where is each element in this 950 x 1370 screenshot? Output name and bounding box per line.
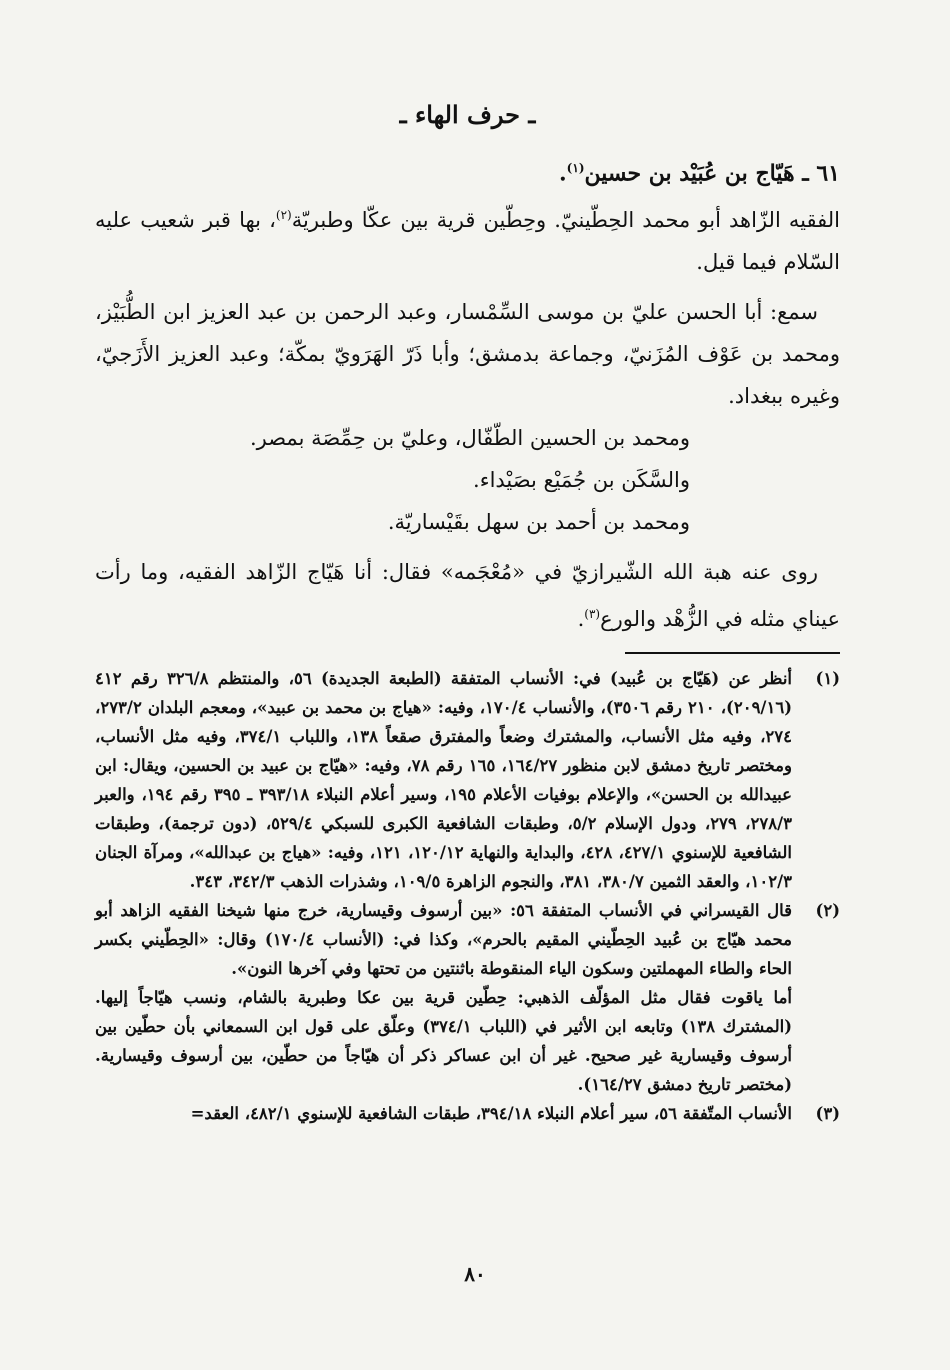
narrated-end: .: [577, 607, 585, 632]
footnote-body: [95, 1099, 792, 1128]
entry-description: [95, 194, 840, 283]
entry-title-text: ٦١ ـ هَيّاج بن عُبَيْد بن حسين: [584, 160, 840, 187]
footnote-divider: [625, 652, 840, 654]
footnote-number: (٢): [815, 901, 840, 921]
heard-in-saida: والسَّكَن بن جُمَيْع بصَيْداء.: [473, 468, 690, 493]
page-number: ٨٠: [464, 1262, 486, 1286]
description-part-a: الفقيه الزّاهد أبو محمد الحِطّينيّ. وحِطّين قرية بين عكّا وطبريّة: [291, 208, 840, 233]
description-part-b: ، بها قبر شعيب عليه السّلام فيما قيل.: [95, 208, 840, 275]
chapter-header: ـ حرف الهاء ـ: [399, 100, 536, 129]
footnote-2: [95, 896, 840, 1099]
footnote-ref-2[interactable]: (٢): [275, 208, 292, 223]
entry-title-end: .: [559, 160, 567, 187]
footnote-text: قال القيسراني في الأنساب المتفقة ٥٦: «بين أرسوف وقيسارية، خرج منها شيخنا الفقيه الزاهد أبو محمد هيّاج بن عُبيد الحِطّيني المقيم بالحرم»، وكذا في: (الأنساب ١٧٠/٤) وقال: «الحِطّيني بكسر الحاء والطاء المهملتين وسكون الياء المنقوطة باثنتين من تحتها وفي آخرها النون».: [95, 901, 792, 979]
entry-title: [95, 147, 840, 194]
footnote-text: أما ياقوت فقال مثل المؤلّف الذهبي: حِطّين قرية بين عكا وطبرية بالشام، ونسب هيّاجاً إليها. (المشترك ١٣٨) وتابعه ابن الأثير في (اللباب ٣٧٤/١) وعلّق على قول ابن السمعاني بأن حطّين بين أرسوف وقيسارية غير صحيح. غير أن ابن عساكر ذكر أن هيّاجاً من حطّين، بين أرسوف وقيسارية. (مختصر تاريخ دمشق ١٦٤/٢٧).: [95, 988, 792, 1095]
heard-from-paragraph: سمع: أبا الحسن عليّ بن موسى السِّمْسار، وعبد الرحمن بن عبد العزيز ابن الطُّبَيْز، ومحمد بن عَوْف المُزَنيّ، وجماعة بدمشق؛ وأبا ذَرّ الهَرَويّ بمكّة؛ وعبد العزيز الأَزَجيّ، وغيره ببغداد.: [95, 300, 840, 409]
narrated-text: روى عنه هبة الله الشّيرازيّ في «مُعْجَمه» فقال: أنا هَيّاج الزّاهد الفقيه، وما رأت عيناي مثله في الزُّهْد والورع: [95, 560, 840, 632]
footnote-text: أنظر عن (هَيّاج بن عُبيد) في: الأنساب المتفقة (الطبعة الجديدة) ٥٦، والمنتظم ٣٢٦/٨ رقم ٤١٢ (٢٠٩/١٦)، ٢١٠ رقم ٣٥٠٦)، والأنساب ١٧٠/٤، وفيه: «هياج بن محمد بن عبيد»، ومعجم البلدان ٢٧٣/٢، ٢٧٤، وفيه مثل الأنساب، والمشترك وضعاً والمفترق صقعاً ١٣٨، واللباب ٣٧٤/١، وفيه مثل الأنساب، ومختصر تاريخ دمشق لابن منظور ١٦٤/٢٧، ١٦٥ رقم ٧٨، وفيه: «هيّاج بن عبيد بن الحسين، ويقال: ابن عبيدالله بن الحسن»، والإعلام بوفيات الأعلام ١٩٥، وسير أعلام النبلاء ٣٩٣/١٨ ـ ٣٩٥ رقم ١٩٤، والعبر ٢٧٨/٣، ٢٧٩، ودول الإسلام ٥/٢، وطبقات الشافعية الكبرى للسبكي ٥٢٩/٤، (دون ترجمة)، وطبقات الشافعية للإسنوي ٤٢٧/١، ٤٢٨، والبداية والنهاية ١٢٠/١٢، ١٢١، وفيه: «هياج بن عبدالله»، ومرآة الجنان ١٠٢/٣، والعقد الثمين ٣٨٠/٧، ٣٨١، والنجوم الزاهرة ١٠٩/٥، وشذرات الذهب ٣٤٢/٣، ٣٤٣.: [95, 669, 792, 892]
heard-in-egypt: ومحمد بن الحسين الطّفّال، وعليّ بن حِمِّصَة بمصر.: [249, 426, 690, 451]
footnote-body: [95, 664, 792, 896]
narrated-paragraph: [95, 551, 840, 640]
footnote-3: [95, 1099, 840, 1128]
footnote-text: الأنساب المتّفقة ٥٦، سير أعلام النبلاء ٣٩٤/١٨، طبقات الشافعية للإسنوي ٤٨٢/١، العقد=: [190, 1104, 792, 1124]
heard-in-caesarea: ومحمد بن أحمد بن سهل بقَيْساريّة.: [387, 510, 690, 535]
footnote-body: [95, 896, 792, 1099]
footnote-ref-3[interactable]: (٣): [584, 607, 601, 622]
footnote-number: (١): [815, 669, 840, 689]
footnote-ref-1[interactable]: (١): [566, 161, 585, 175]
footnote-number: (٣): [815, 1104, 840, 1124]
page-content: [95, 95, 840, 1128]
footnote-1: [95, 664, 840, 896]
